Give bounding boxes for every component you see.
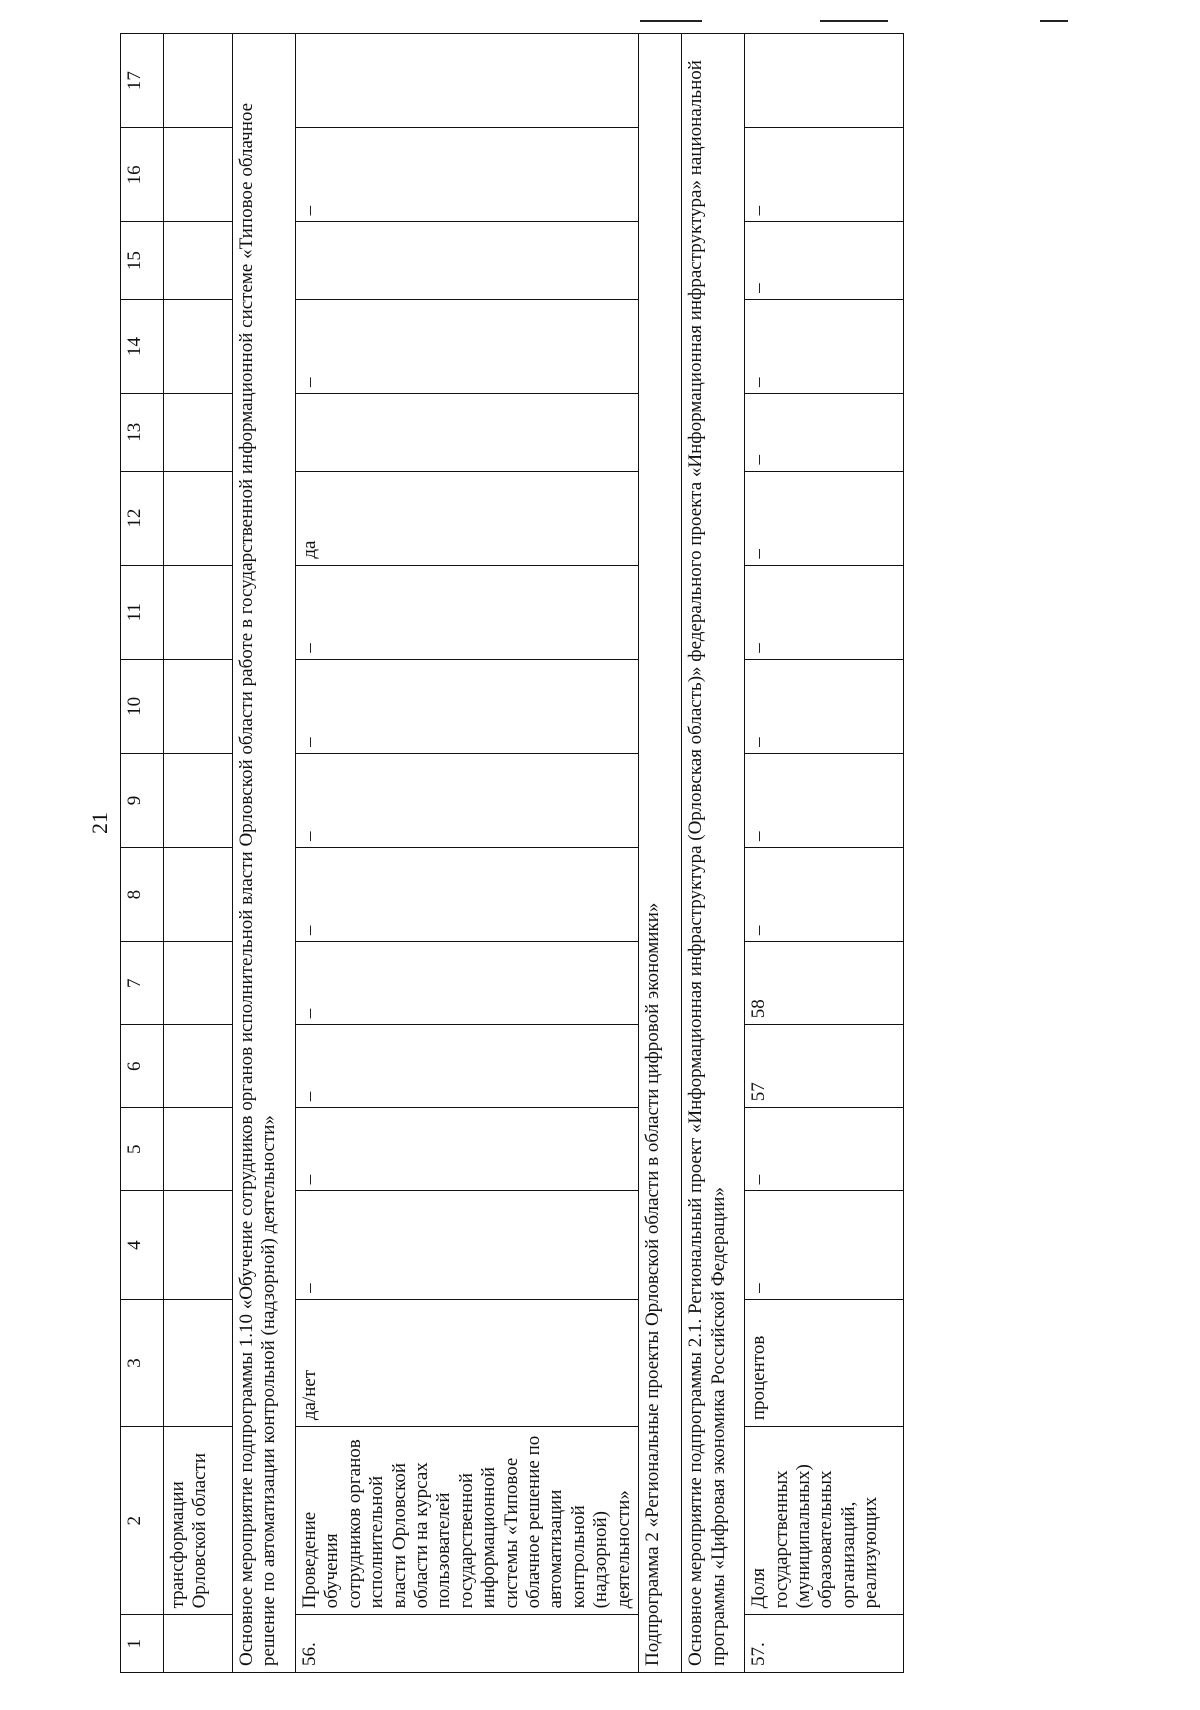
header-cell: 12 — [121, 471, 164, 565]
header-cell: 3 — [121, 1299, 164, 1426]
unit-cell: да/нет — [296, 1299, 639, 1426]
indicator-table — [120, 33, 904, 1673]
indicator-name: Проведение обучения сотрудников органов исполнительной власти Орловской области на курсах пользователей государственной информационной системы «Типовое облачное решение по автоматизации контрольной (надзорной) деятельности» — [296, 1427, 639, 1615]
value-cell: – — [745, 659, 904, 753]
table-cell — [164, 565, 233, 659]
table-cell — [164, 942, 233, 1025]
header-cell: 4 — [121, 1191, 164, 1300]
scan-artifact-line — [1040, 20, 1068, 22]
value-cell: 58 — [745, 942, 904, 1025]
row-number: 57. — [745, 1615, 904, 1673]
scan-artifact-line — [820, 20, 888, 22]
table-cell — [164, 659, 233, 753]
header-cell: 16 — [121, 128, 164, 222]
table-cell — [164, 1191, 233, 1300]
header-cell: 14 — [121, 299, 164, 393]
value-cell: – — [745, 299, 904, 393]
table-cell — [164, 753, 233, 847]
header-cell: 15 — [121, 222, 164, 300]
value-cell: – — [296, 128, 639, 222]
value-cell: да — [296, 471, 639, 565]
section-row-1-10 — [233, 34, 296, 1673]
value-cell: – — [745, 128, 904, 222]
value-cell: – — [745, 222, 904, 300]
header-cell: 7 — [121, 942, 164, 1025]
table-row-57 — [745, 34, 904, 1673]
value-cell: – — [745, 753, 904, 847]
value-cell — [296, 34, 639, 128]
unit-cell: процентов — [745, 1299, 904, 1426]
header-cell: 13 — [121, 394, 164, 472]
header-cell: 6 — [121, 1025, 164, 1108]
value-cell: – — [745, 1108, 904, 1191]
table-row-continued — [164, 34, 233, 1673]
table-cell — [164, 1299, 233, 1426]
header-cell: 2 — [121, 1427, 164, 1615]
header-row — [121, 34, 164, 1673]
header-cell: 10 — [121, 659, 164, 753]
value-cell: – — [296, 1108, 639, 1191]
table-cell — [164, 1025, 233, 1108]
value-cell: – — [745, 848, 904, 942]
scan-artifact-line — [640, 20, 702, 22]
table-cell — [164, 471, 233, 565]
table-cell — [164, 222, 233, 300]
value-cell: – — [745, 394, 904, 472]
value-cell — [745, 34, 904, 128]
row-number: 56. — [296, 1615, 639, 1673]
header-cell: 17 — [121, 34, 164, 128]
value-cell: – — [745, 471, 904, 565]
section-title: Основное мероприятие подпрограммы 1.10 «Обучение сотрудников органов исполнительной власти Орловской области работе в государственной информационной системе «Типовое облачное решение по автоматизации контрольной (надзорной) деятельности» — [233, 34, 296, 1673]
indicator-name: Доля государственных (муниципальных) образовательных организаций, реализующих — [745, 1427, 904, 1615]
header-cell: 1 — [121, 1615, 164, 1673]
value-cell: – — [296, 753, 639, 847]
value-cell: – — [296, 848, 639, 942]
value-cell: 57 — [745, 1025, 904, 1108]
table-cell — [164, 1108, 233, 1191]
value-cell: – — [745, 1191, 904, 1300]
value-cell: – — [296, 942, 639, 1025]
value-cell — [296, 394, 639, 472]
table-cell — [164, 848, 233, 942]
header-cell: 5 — [121, 1108, 164, 1191]
page-number: 21 — [87, 812, 112, 834]
value-cell: – — [296, 299, 639, 393]
value-cell: – — [296, 1191, 639, 1300]
table-cell — [164, 394, 233, 472]
subprogram-row — [639, 34, 682, 1673]
value-cell: – — [296, 565, 639, 659]
value-cell: – — [296, 659, 639, 753]
table-row-56 — [296, 34, 639, 1673]
table-cell — [164, 1615, 233, 1673]
header-cell: 8 — [121, 848, 164, 942]
table-cell — [164, 34, 233, 128]
header-cell: 11 — [121, 565, 164, 659]
subprogram-title: Подпрограмма 2 «Региональные проекты Орловской области в области цифровой экономики» — [639, 34, 682, 1673]
value-cell: – — [296, 1025, 639, 1108]
table-cell — [164, 299, 233, 393]
section-row-2-1 — [682, 34, 745, 1673]
indicator-name-cont: трансформации Орловской области — [164, 1427, 233, 1615]
rotated-table-container — [120, 33, 1070, 1673]
table-cell — [164, 128, 233, 222]
header-cell: 9 — [121, 753, 164, 847]
value-cell — [296, 222, 639, 300]
value-cell: – — [745, 565, 904, 659]
section-title: Основное мероприятие подпрограммы 2.1. Региональный проект «Информационная инфраструктура (Орловская область)» федерального проекта «Информационная инфраструктура» национальной программы «Цифровая экономика Российской Федерации» — [682, 34, 745, 1673]
